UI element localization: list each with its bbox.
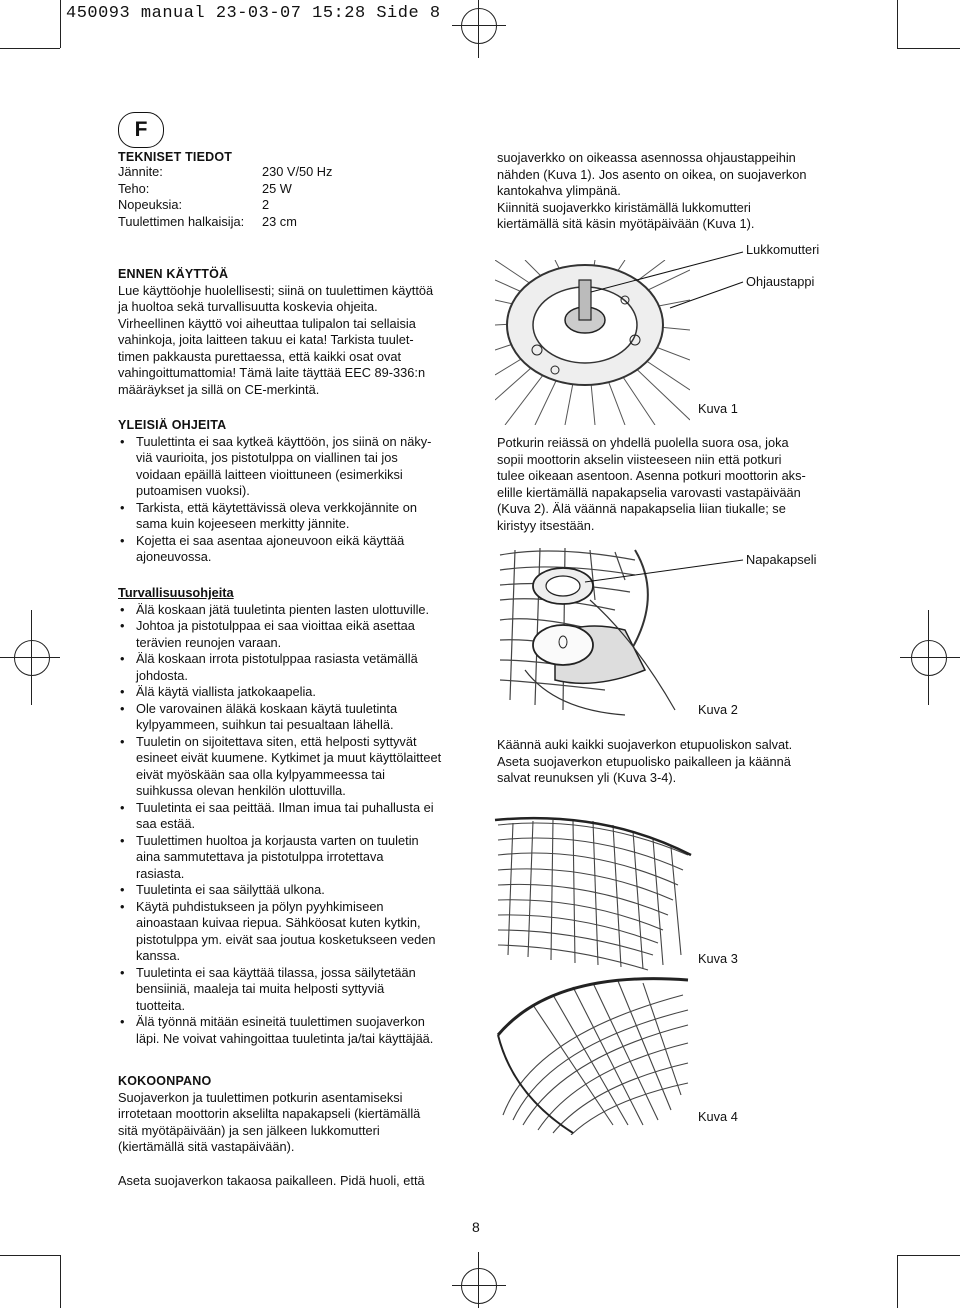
crop-mark [0, 657, 60, 658]
text-line: terävien reunojen varaan. [136, 634, 282, 650]
text-line: kanssa. [136, 948, 181, 963]
bullet-item [118, 500, 468, 533]
assembly-title: KOKOONPANO [118, 1074, 212, 1088]
spec-label: Nopeuksia: [118, 197, 183, 212]
text-line: elille kiertämällä napakapselia varovasti vastapäivään [497, 484, 801, 500]
registration-mark [911, 640, 947, 676]
figure-1-caption: Kuva 1 [698, 401, 738, 416]
text-line: • Älä koskaan jätä tuuletinta pienten lasten ulottuville. [136, 601, 430, 617]
text-line: • Tuulettinta ei saa kytkeä käyttöön, jos siinä on näky- [136, 433, 432, 449]
bullet-item [118, 1014, 478, 1047]
spec-value: 2 [262, 197, 270, 212]
text-line: eivät myöskään saa olla kylpyammeessa tai [136, 766, 385, 782]
crop-mark [452, 25, 506, 26]
bullet-item [118, 965, 478, 1015]
text-line: bensiiniä, maaleja tai muita helposti syttyviä [136, 981, 385, 996]
crop-mark [0, 48, 60, 49]
text-line: ajoneuvossa. [136, 549, 212, 564]
text-line: • Älä koskaan irrota pistotulppaa rasiasta vetämällä [136, 651, 418, 666]
page-number: 8 [472, 1219, 480, 1235]
text-line: vahingoittumattomia! Tämä laite täyttää EEC 89-336:n [118, 365, 426, 380]
before-use-section [118, 266, 468, 398]
crop-mark [897, 1255, 960, 1256]
text-line: • Älä käytä viallista jatkokaapelia. [136, 684, 316, 699]
text-line: suojaverkko on oikeassa asennossa ohjaustappeihin [497, 150, 796, 165]
figure-1-lock-nut [495, 240, 845, 430]
text-line: putoamisen vuoksi). [136, 483, 250, 498]
text-line: • Kojetta ei saa asentaa ajoneuvoon eikä käyttää [136, 532, 405, 548]
before-use-title: ENNEN KÄYTTÖÄ [118, 267, 229, 281]
crop-mark [897, 48, 960, 49]
text-line: • Ole varovainen äläkä koskaan käytä tuuletinta [136, 700, 398, 716]
general-title: YLEISIÄ OHJEITA [118, 418, 227, 432]
specs-table [118, 164, 332, 230]
general-section [118, 417, 468, 566]
text-line: tuotteita. [136, 997, 186, 1013]
spec-value: 23 cm [262, 213, 297, 229]
text-line: saa estää. [136, 816, 196, 831]
text-line: Aseta suojaverkon takaosa paikalleen. Pidä huoli, että [118, 1172, 425, 1188]
spec-row [118, 181, 332, 198]
text-line: Kiinnitä suojaverkko kiristämällä lukkomutteri [497, 199, 751, 215]
text-line: tulee oikeaan asentoon. Asenna potkuri moottorin aks- [497, 468, 806, 483]
figure-4-caption: Kuva 4 [698, 1109, 738, 1124]
assembly-section [118, 1073, 478, 1189]
crop-mark [0, 1255, 60, 1256]
text-line: määräykset ja sillä on CE-merkintä. [118, 381, 320, 397]
text-line: • Tuulettimen huoltoa ja korjausta varten on tuuletin [136, 832, 419, 848]
crop-mark [897, 1255, 898, 1308]
text-line: viä vaurioita, jos pistotulppa on viallinen tai jos [136, 450, 398, 465]
registration-mark [461, 1268, 497, 1304]
specs-section [118, 150, 458, 230]
bullet-item [118, 899, 478, 965]
text-line: kylpyammeen, suihkun tai pesualtaan lähellä. [136, 717, 394, 732]
text-line: • Älä työnnä mitään esineitä tuulettimen suojaverkon [136, 1014, 425, 1029]
text-line: aina sammutettava ja pistotulppa irrotettava [136, 849, 384, 864]
right-top-text [497, 150, 857, 233]
crop-mark [60, 0, 61, 48]
text-line: (kiertämällä sitä vastapäivään). [118, 1139, 295, 1154]
print-header: 450093 manual 23-03-07 15:28 Side 8 [66, 4, 441, 23]
text-line: Suojaverkon ja tuulettimen potkurin asentamiseksi [118, 1089, 403, 1105]
text-line: sopii moottorin akselin viisteeseen niin että potkuri [497, 451, 782, 467]
figure-3-front-guard [493, 815, 693, 975]
text-line: vahinkoja, joita laitteen takuu ei kata! Tarkista tuulet- [118, 332, 414, 347]
bullet-item [118, 618, 478, 651]
figure-2-label-hub-cap: Napakapseli [746, 552, 817, 567]
safety-list [118, 602, 478, 1048]
safety-title: Turvallisuusohjeita [118, 585, 234, 600]
text-line: timen pakkausta purettaessa, että kaikki osat ovat [118, 348, 402, 364]
text-line: irrotetaan moottorin akselilta napakapseli (kiertämällä [118, 1106, 421, 1121]
text-line: (Kuva 2). Älä väännä napakapselia liian tiukalle; se [497, 501, 786, 516]
bullet-item [118, 833, 478, 883]
text-line: salvat reunuksen yli (Kuva 3-4). [497, 770, 677, 785]
spec-label: Jännite: [118, 164, 163, 179]
crop-mark [900, 657, 960, 658]
bullet-item [118, 734, 478, 800]
text-line: nähden (Kuva 1). Jos asento on oikea, on suojaverkon [497, 166, 807, 182]
figure-1-label-lock-nut: Lukkomutteri [746, 242, 820, 257]
text-line: • Johtoa ja pistotulppaa ei saa vioittaa eikä asettaa [136, 618, 415, 633]
text-line: • Tuuletin on sijoitettava siten, että helposti syttyvät [136, 733, 417, 749]
registration-mark [14, 640, 50, 676]
crop-mark [478, 0, 479, 58]
text-line: sitä myötäpäivään) ja sen jälkeen lukkomutteri [118, 1122, 380, 1138]
text-line: kantokahva ylimpänä. [497, 183, 621, 198]
text-line: rasiasta. [136, 865, 185, 881]
crop-mark [452, 1285, 506, 1286]
spec-row [118, 164, 332, 181]
spec-row [118, 214, 332, 231]
text-line: Lue käyttöohje huolellisesti; siinä on tuulettimen käyttöä [118, 282, 434, 298]
text-line: ainoastaan kuivaa riepua. Sähköosat kuten kytkin, [136, 915, 421, 930]
text-line: Potkurin reiässä on yhdellä puolella suora osa, joka [497, 435, 789, 450]
text-line: • Tuuletinta ei saa säilyttää ulkona. [136, 882, 325, 897]
figure-2-hub-cap [495, 540, 845, 730]
spec-value: 230 V/50 Hz [262, 164, 333, 179]
bullet-item [118, 701, 478, 734]
text-line: läpi. Ne voivat vahingoittaa tuuletinta ja/tai käyttäjää. [136, 1030, 434, 1046]
text-line: pistotulppa ym. eivät saa joutua kosketukseen veden [136, 931, 436, 947]
crop-mark [897, 0, 898, 48]
text-line: Käännä auki kaikki suojaverkon etupuoliskon salvat. [497, 737, 793, 752]
text-line: esineet eivät kuumene. Kytkimet ja muut käyttölaitteet [136, 750, 442, 765]
text-line: Virheellinen käyttö voi aiheuttaa tulipalon tai sellaisia [118, 315, 416, 331]
text-line: kiertämällä sitä käsin myötäpäivään (Kuva 1). [497, 216, 755, 231]
text-line: • Käytä puhdistukseen ja pölyn pyyhkimiseen [136, 898, 384, 914]
bullet-item [118, 684, 478, 701]
specs-title: TEKNISET TIEDOT [118, 150, 233, 164]
bullet-item [118, 882, 478, 899]
spec-label: Tuulettimen halkaisija: [118, 213, 245, 229]
registration-mark [461, 8, 497, 44]
figure-3-caption: Kuva 3 [698, 951, 738, 966]
safety-section [118, 585, 478, 1047]
crop-mark [60, 1255, 61, 1308]
text-line: johdosta. [136, 667, 188, 683]
bullet-item [118, 434, 468, 500]
spec-value: 25 W [262, 180, 292, 196]
bullet-item [118, 651, 478, 684]
text-line: sama kuin kojeeseen merkitty jännite. [136, 516, 350, 531]
clips-text [497, 737, 857, 787]
crop-mark [478, 1252, 479, 1308]
text-line: suihkussa olevan henkilön ulottuvilla. [136, 783, 346, 798]
figure-2-caption: Kuva 2 [698, 702, 738, 717]
text-line: voidaan epäillä laitteen vioittuneen (esimerkiksi [136, 466, 403, 482]
propeller-text [497, 435, 857, 534]
spec-label: Teho: [118, 180, 150, 196]
figure-4-guard-clips [493, 975, 693, 1135]
bullet-item [118, 533, 468, 566]
text-line: kiristyy itsestään. [497, 517, 595, 533]
spec-row [118, 197, 332, 214]
general-list [118, 434, 468, 566]
language-badge: F [118, 112, 164, 148]
bullet-item [118, 800, 478, 833]
text-line: Aseta suojaverkon etupuolisko paikalleen ja käännä [497, 753, 791, 769]
text-line: • Tuuletinta ei saa käyttää tilassa, jossa säilytetään [136, 964, 416, 980]
bullet-item [118, 602, 478, 619]
text-line: • Tarkista, että käytettävissä oleva verkkojännite on [136, 499, 417, 515]
text-line: ja huoltoa sekä turvallisuutta koskevia ohjeita. [118, 299, 378, 314]
figure-1-label-guide-pin: Ohjaustappi [746, 274, 815, 289]
text-line: • Tuuletinta ei saa peittää. Ilman imua tai puhallusta ei [136, 799, 434, 815]
